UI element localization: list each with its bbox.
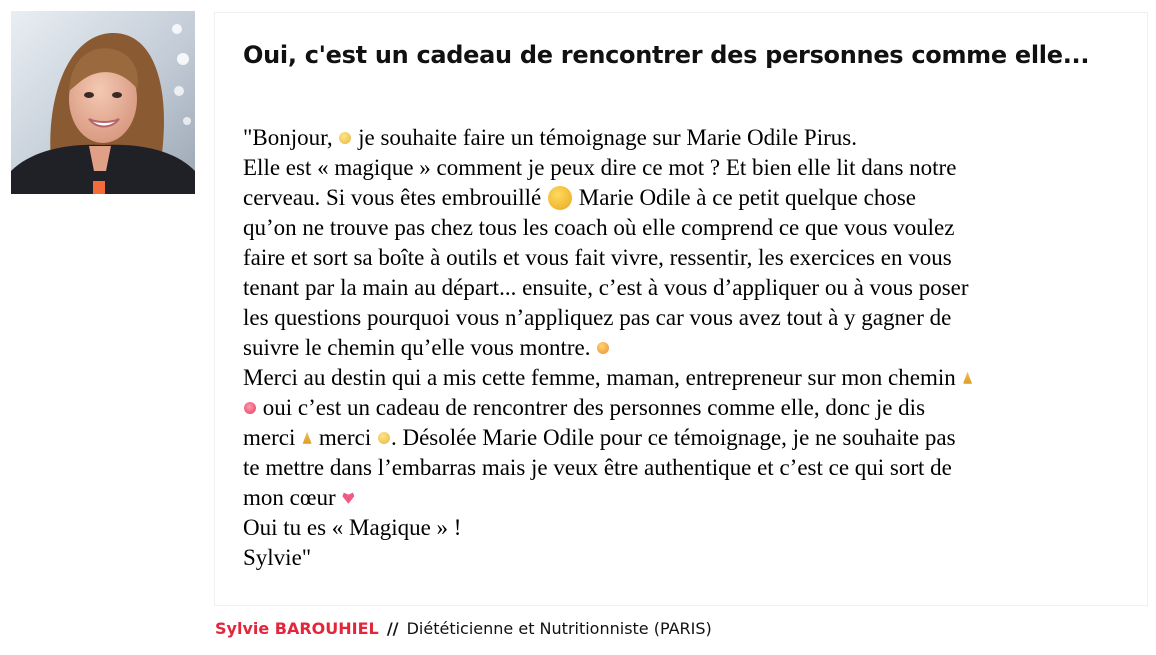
testimonial-line bbox=[243, 123, 1143, 153]
testimonial-line bbox=[243, 183, 1143, 213]
testimonial-line-text: Marie Odile à ce petit quelque chose bbox=[573, 185, 916, 210]
testimonial-line bbox=[243, 273, 1143, 303]
testimonial-line-text: . Désolée Marie Odile pour ce témoignage, je ne souhaite pas bbox=[390, 425, 956, 450]
testimonial-line bbox=[243, 303, 1143, 333]
author-credit bbox=[215, 619, 712, 639]
praying-hands-icon bbox=[302, 432, 312, 444]
testimonial-line-text: merci bbox=[313, 425, 377, 450]
testimonial-line-text: cerveau. Si vous êtes embrouillé bbox=[243, 185, 548, 210]
smiling-face-icon bbox=[378, 432, 390, 444]
rose-icon bbox=[244, 402, 256, 414]
author-role: Diététicienne et Nutritionniste (PARIS) bbox=[406, 619, 712, 638]
author-name: Sylvie BAROUHIEL bbox=[215, 619, 379, 638]
woozy-face-icon bbox=[548, 186, 572, 210]
heart-eyes-face-icon bbox=[597, 342, 609, 354]
testimonial-text bbox=[243, 123, 1143, 573]
testimonial-line bbox=[243, 423, 1143, 453]
testimonial-line-text: Merci au destin qui a mis cette femme, maman, entrepreneur sur mon chemin bbox=[243, 365, 962, 390]
testimonial-card bbox=[214, 12, 1148, 606]
praying-hands-icon bbox=[963, 372, 973, 384]
testimonial-line bbox=[243, 453, 1143, 483]
testimonial-line bbox=[243, 393, 1143, 423]
testimonial-line-text: Elle est « magique » comment je peux dire ce mot ? Et bien elle lit dans notre bbox=[243, 155, 957, 180]
testimonial-line-text: "Bonjour, bbox=[243, 125, 339, 150]
heart-icon bbox=[342, 492, 354, 504]
smiling-face-icon bbox=[339, 132, 351, 144]
testimonial-line-text: qu’on ne trouve pas chez tous les coach où elle comprend ce que vous voulez bbox=[243, 215, 955, 240]
testimonial-line bbox=[243, 333, 1143, 363]
testimonial-line-text: oui c’est un cadeau de rencontrer des personnes comme elle, donc je dis bbox=[257, 395, 926, 420]
testimonial-line bbox=[243, 243, 1143, 273]
testimonial-line bbox=[243, 213, 1143, 243]
testimonial-line-text: merci bbox=[243, 425, 302, 450]
testimonial-line-text: je souhaite faire un témoignage sur Marie Odile Pirus. bbox=[352, 125, 857, 150]
testimonial-line bbox=[243, 363, 1143, 393]
testimonial-line-text: mon cœur bbox=[243, 485, 342, 510]
testimonial-line-text: les questions pourquoi vous n’appliquez pas car vous avez tout à y gagner de bbox=[243, 305, 952, 330]
testimonial-line bbox=[243, 543, 1143, 573]
testimonial-line-text: suivre le chemin qu’elle vous montre. bbox=[243, 335, 597, 360]
testimonial-line-text: Oui tu es « Magique » ! bbox=[243, 515, 462, 540]
author-photo bbox=[11, 11, 195, 194]
testimonial-line-text: faire et sort sa boîte à outils et vous fait vivre, ressentir, les exercices en vous bbox=[243, 245, 952, 270]
testimonial-line-text: tenant par la main au départ... ensuite, c’est à vous d’appliquer ou à vous poser bbox=[243, 275, 969, 300]
testimonial-line-text: te mettre dans l’embarras mais je veux être authentique et c’est ce qui sort de bbox=[243, 455, 952, 480]
testimonial-title: Oui, c'est un cadeau de rencontrer des personnes comme elle... bbox=[243, 41, 1090, 69]
testimonial-line bbox=[243, 153, 1143, 183]
testimonial-line bbox=[243, 513, 1143, 543]
testimonial-line-text: Sylvie" bbox=[243, 545, 312, 570]
testimonial-line bbox=[243, 483, 1143, 513]
credit-separator: // bbox=[386, 619, 399, 638]
